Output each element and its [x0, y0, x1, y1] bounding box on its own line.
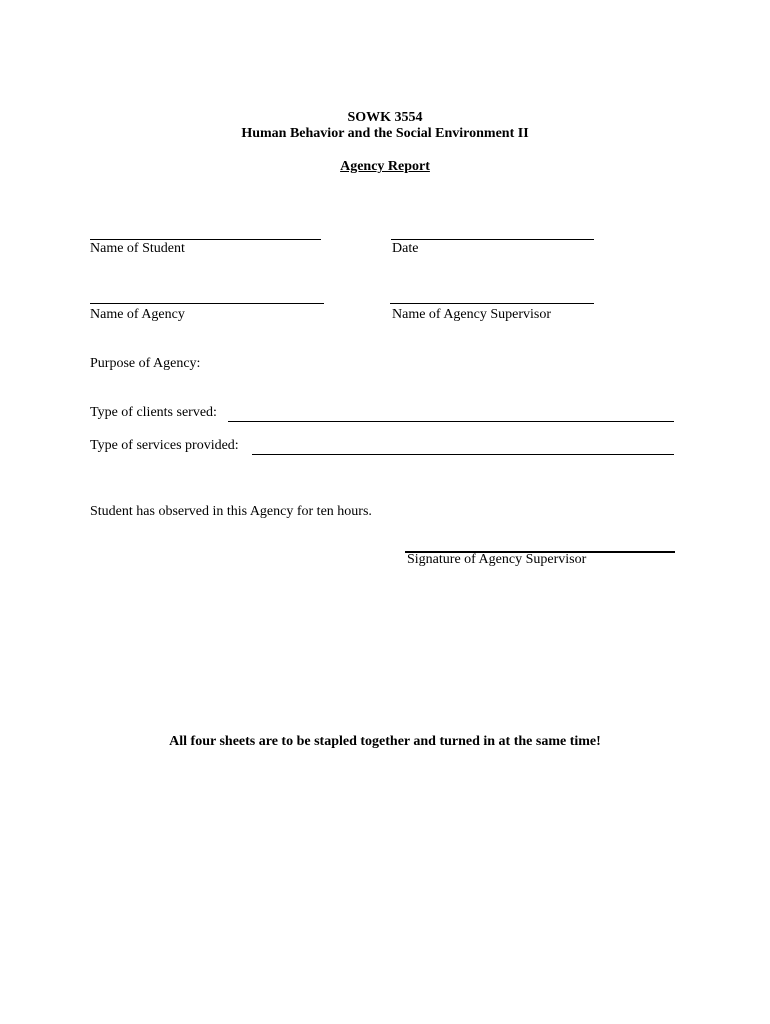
signature-label: Signature of Agency Supervisor: [407, 552, 587, 567]
purpose-label: Purpose of Agency:: [90, 356, 201, 371]
date-label: Date: [392, 241, 419, 256]
services-provided-label: Type of services provided:: [90, 438, 239, 453]
agency-supervisor-label: Name of Agency Supervisor: [392, 307, 552, 322]
observation-statement: Student has observed in this Agency for ten hours.: [90, 504, 372, 519]
agency-name-line[interactable]: [90, 303, 324, 304]
staple-notice: All four sheets are to be stapled together and turned in at the same time!: [169, 734, 601, 749]
student-name-label: Name of Student: [90, 241, 185, 256]
agency-name-label: Name of Agency: [90, 307, 185, 322]
course-code: SOWK 3554: [347, 110, 423, 125]
services-provided-line[interactable]: [252, 454, 674, 455]
date-line[interactable]: [391, 239, 594, 240]
agency-supervisor-line[interactable]: [390, 303, 594, 304]
report-title-text: Agency Report: [340, 159, 430, 174]
report-title: [0, 159, 770, 175]
course-title: Human Behavior and the Social Environment II: [241, 126, 529, 141]
clients-served-line[interactable]: [228, 421, 674, 422]
student-name-line[interactable]: [90, 239, 321, 240]
clients-served-label: Type of clients served:: [90, 405, 217, 420]
